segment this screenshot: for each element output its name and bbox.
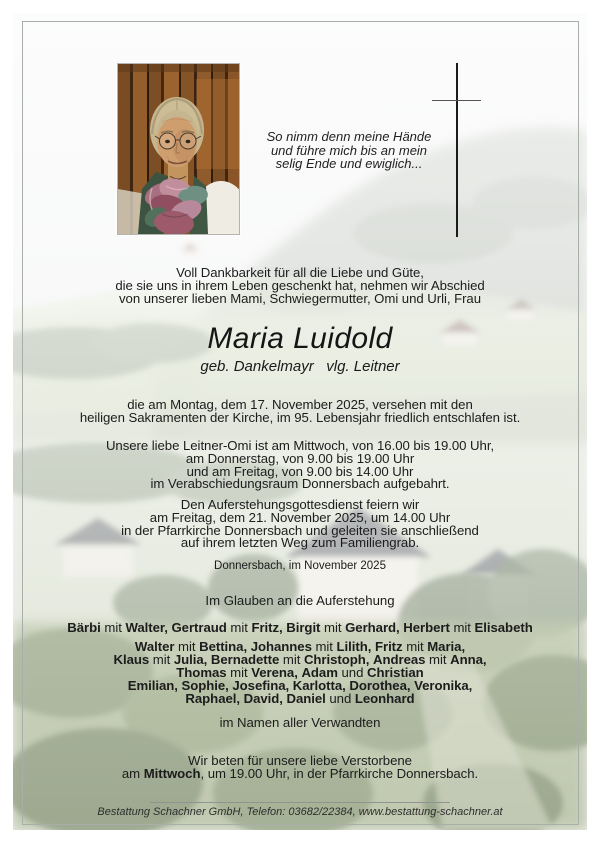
mourners-line: Thomas mit Verena, Adam und Christian bbox=[176, 664, 424, 680]
deceased-birth-name: geb. Dankelmayr vlg. Leitner bbox=[200, 358, 400, 375]
footer-divider bbox=[150, 802, 450, 803]
funeral-home-info: Bestattung Schachner GmbH, Telefon: 03682/22384, www.bestattung-schachner.at bbox=[97, 806, 503, 818]
deceased-name: Maria Luidold bbox=[207, 322, 393, 355]
text-line: am Donnerstag, von 9.00 bis 19.00 Uhr bbox=[185, 450, 415, 466]
faith-heading: Im Glauben an die Auferstehung bbox=[205, 593, 395, 608]
text-line: in der Pfarrkirche Donnersbach und geleiten sie anschließend bbox=[121, 522, 479, 538]
mourners-line: Emilian, Sophie, Josefina, Karlotta, Dorothea, Veronika, bbox=[127, 678, 473, 693]
mourners-line: Walter mit Bettina, Johannes mit Lilith, Fritz mit Maria, bbox=[134, 639, 466, 654]
verse-line: und führe mich bis an mein bbox=[270, 142, 428, 158]
portrait-image bbox=[118, 64, 239, 234]
mourners-great-grandchildren bbox=[13, 680, 587, 706]
verse-line: selig Ende und ewiglich... bbox=[275, 156, 423, 172]
text-line: Voll Dankbarkeit für all die Liebe und Güte, bbox=[176, 265, 424, 280]
mourners-grandchildren bbox=[13, 641, 587, 679]
portrait-photo bbox=[117, 63, 240, 235]
text-line: und am Freitag, von 9.00 bis 14.00 Uhr bbox=[186, 463, 414, 479]
mourners-line: Raphael, David, Daniel und Leonhard bbox=[185, 690, 415, 706]
mourners-line: Bärbi mit Walter, Gertraud mit Fritz, Birgit mit Gerhard, Herbert mit Elisabeth bbox=[67, 620, 533, 635]
visitation-paragraph bbox=[13, 440, 587, 491]
text-line: heiligen Sakramenten der Kirche, im 95. Lebensjahr friedlich entschlafen ist. bbox=[79, 409, 521, 425]
text-line: am Freitag, dem 21. November 2025, um 14.00 Uhr bbox=[149, 509, 451, 525]
mourners-children bbox=[13, 622, 587, 635]
text-line: auf ihrem letzten Weg zum Familiengrab. bbox=[180, 535, 420, 551]
prayer-paragraph bbox=[13, 755, 587, 781]
funeral-service-paragraph bbox=[13, 499, 587, 550]
text-line: am Mittwoch, um 19.00 Uhr, in der Pfarrkirche Donnersbach. bbox=[121, 765, 479, 781]
death-notice-paragraph bbox=[13, 399, 587, 425]
cross-horizontal-bar bbox=[432, 100, 481, 101]
verse-line: So nimm denn meine Hände bbox=[266, 129, 432, 144]
text-line: im Verabschiedungsraum Donnersbach aufgebahrt. bbox=[150, 476, 450, 492]
text-line: Wir beten für unsere liebe Verstorbene bbox=[188, 753, 412, 768]
intro-paragraph bbox=[13, 267, 587, 305]
text-line: Unsere liebe Leitner-Omi ist am Mittwoch, von 16.00 bis 19.00 Uhr, bbox=[105, 438, 495, 453]
text-line: die sie uns in ihrem Leben geschenkt hat, nehmen wir Abschied bbox=[115, 277, 485, 293]
text-line: die am Montag, dem 17. November 2025, versehen mit den bbox=[127, 397, 473, 412]
mourners-line: Klaus mit Julia, Bernadette mit Christoph, Andreas mit Anna, bbox=[113, 651, 487, 667]
text-line: von unserer lieben Mami, Schwiegermutter, Omi und Urli, Frau bbox=[119, 290, 481, 306]
place-date-line: Donnersbach, im November 2025 bbox=[214, 560, 386, 572]
memorial-verse bbox=[238, 130, 460, 171]
relatives-line: im Namen aller Verwandten bbox=[219, 715, 381, 730]
text-line: Den Auferstehungsgottesdienst feiern wir bbox=[180, 497, 420, 512]
